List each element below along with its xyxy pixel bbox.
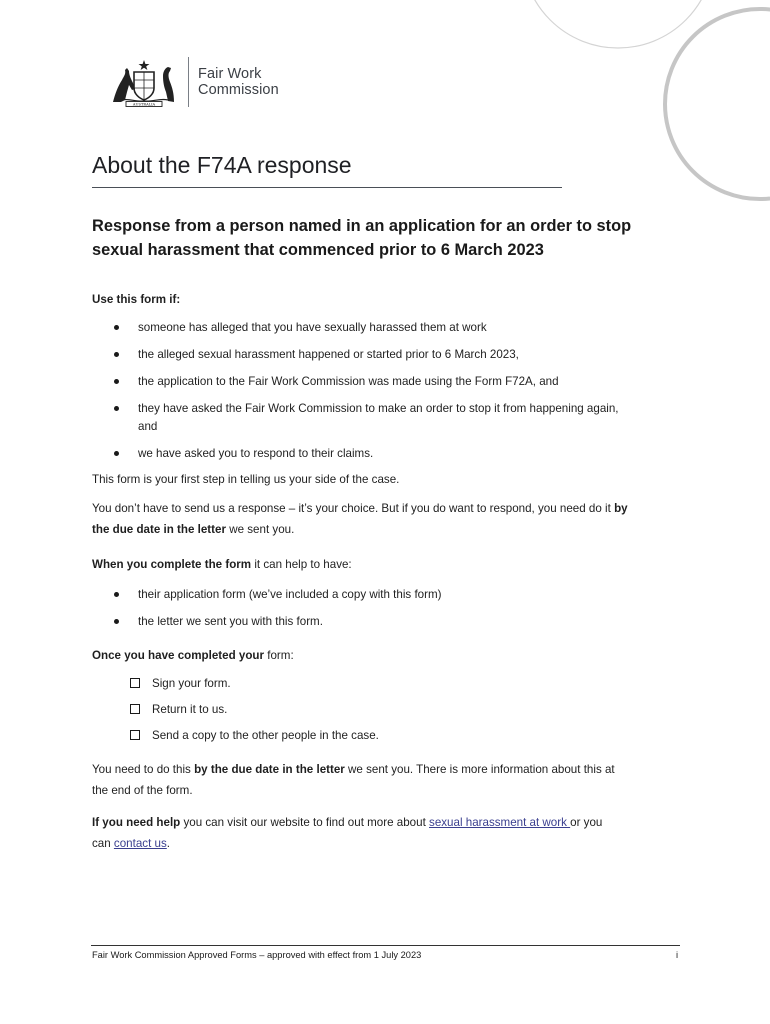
bullet-text: we have asked you to respond to their claims.	[138, 447, 374, 460]
checklist-item	[92, 727, 592, 745]
list-item	[92, 373, 652, 391]
list-item	[92, 613, 652, 631]
checkbox-icon	[130, 678, 140, 688]
page-title: About the F74A response	[92, 152, 352, 178]
bullet-text: they have asked the Fair Work Commission to make an order to stop it from happening again, and	[138, 402, 619, 433]
response-paragraph	[92, 498, 637, 540]
crest-scroll-text: AUSTRALIA	[132, 102, 156, 107]
due-text-bold: by the due date in the letter	[194, 763, 345, 776]
complete-form-bullets	[92, 586, 652, 631]
fair-work-commission-logo	[108, 56, 279, 108]
completed-form-heading	[92, 645, 652, 666]
due-date-paragraph	[92, 759, 617, 801]
checklist-text: Send a copy to the other people in the case.	[152, 729, 379, 742]
page-number: i	[676, 950, 679, 960]
bullet-icon	[114, 619, 119, 624]
use-form-bullets	[92, 319, 652, 463]
response-text-1: You don’t have to send us a response – it’s your choice. But if you do want to respond, you need do it	[92, 502, 615, 515]
logo-line-1: Fair Work	[198, 66, 262, 82]
list-item	[92, 445, 652, 463]
bullet-text: the alleged sexual harassment happened or started prior to 6 March 2023,	[138, 348, 519, 361]
bullet-icon	[114, 379, 119, 384]
bullet-text: someone has alleged that you have sexually harassed them at work	[138, 321, 487, 334]
bullet-text: the letter we sent you with this form.	[138, 615, 323, 628]
help-text-1: you can visit our website to find out more about	[180, 816, 430, 829]
response-text-2: we sent you.	[226, 523, 295, 536]
complete-heading-rest: it can help to have:	[251, 558, 352, 571]
due-text-1: You need to do this	[92, 763, 195, 776]
form-subtitle: Response from a person named in an application for an order to stop sexual harassment that commenced prior to 6 March 2023	[92, 217, 632, 259]
contact-us-link[interactable]: contact us	[113, 837, 167, 850]
use-form-heading: Use this form if:	[92, 293, 181, 306]
completed-heading-rest: form:	[264, 649, 294, 662]
help-text-bold: If you need help	[92, 816, 181, 829]
due-text-2: we sent you. There is more information about this at the end of the form.	[92, 763, 615, 797]
response-text-bold: by the due date in the letter	[92, 502, 628, 536]
logo-line-2: Commission	[198, 82, 279, 98]
sexual-harassment-link[interactable]: sexual harassment at work	[429, 816, 571, 829]
logo-divider	[188, 57, 189, 107]
checklist-item	[92, 701, 592, 719]
checkbox-icon	[130, 704, 140, 714]
checklist-text: Sign your form.	[152, 677, 231, 690]
decorative-circle-top	[522, 0, 714, 48]
list-item	[92, 586, 652, 604]
list-item	[92, 319, 652, 337]
bullet-icon	[114, 325, 119, 330]
help-text-3: .	[166, 837, 171, 850]
completed-heading-bold: Once you have completed your	[92, 649, 265, 662]
bullet-icon	[114, 451, 119, 456]
help-paragraph	[92, 812, 612, 854]
first-step-text: This form is your first step in telling us your side of the case.	[92, 473, 400, 486]
help-text-2: or you can	[92, 816, 603, 850]
checklist-item	[92, 675, 592, 693]
bullet-icon	[114, 406, 119, 411]
bullet-icon	[114, 352, 119, 357]
list-item	[92, 400, 652, 436]
footer-text: Fair Work Commission Approved Forms – approved with effect from 1 July 2023	[92, 950, 422, 960]
decorative-circle-right	[665, 9, 770, 199]
bullet-icon	[114, 592, 119, 597]
checklist-text: Return it to us.	[152, 703, 228, 716]
complete-form-heading	[92, 554, 652, 575]
complete-heading-bold: When you complete the form	[92, 558, 252, 571]
list-item	[92, 346, 652, 364]
checkbox-icon	[130, 730, 140, 740]
bullet-text: their application form (we’ve included a copy with this form)	[138, 588, 442, 601]
coat-of-arms-icon	[108, 56, 180, 108]
footer-divider	[91, 945, 680, 946]
completed-checklist	[92, 675, 592, 745]
bullet-text: the application to the Fair Work Commission was made using the Form F72A, and	[138, 375, 559, 388]
logo-wordmark	[198, 66, 279, 98]
title-underline	[92, 187, 562, 188]
